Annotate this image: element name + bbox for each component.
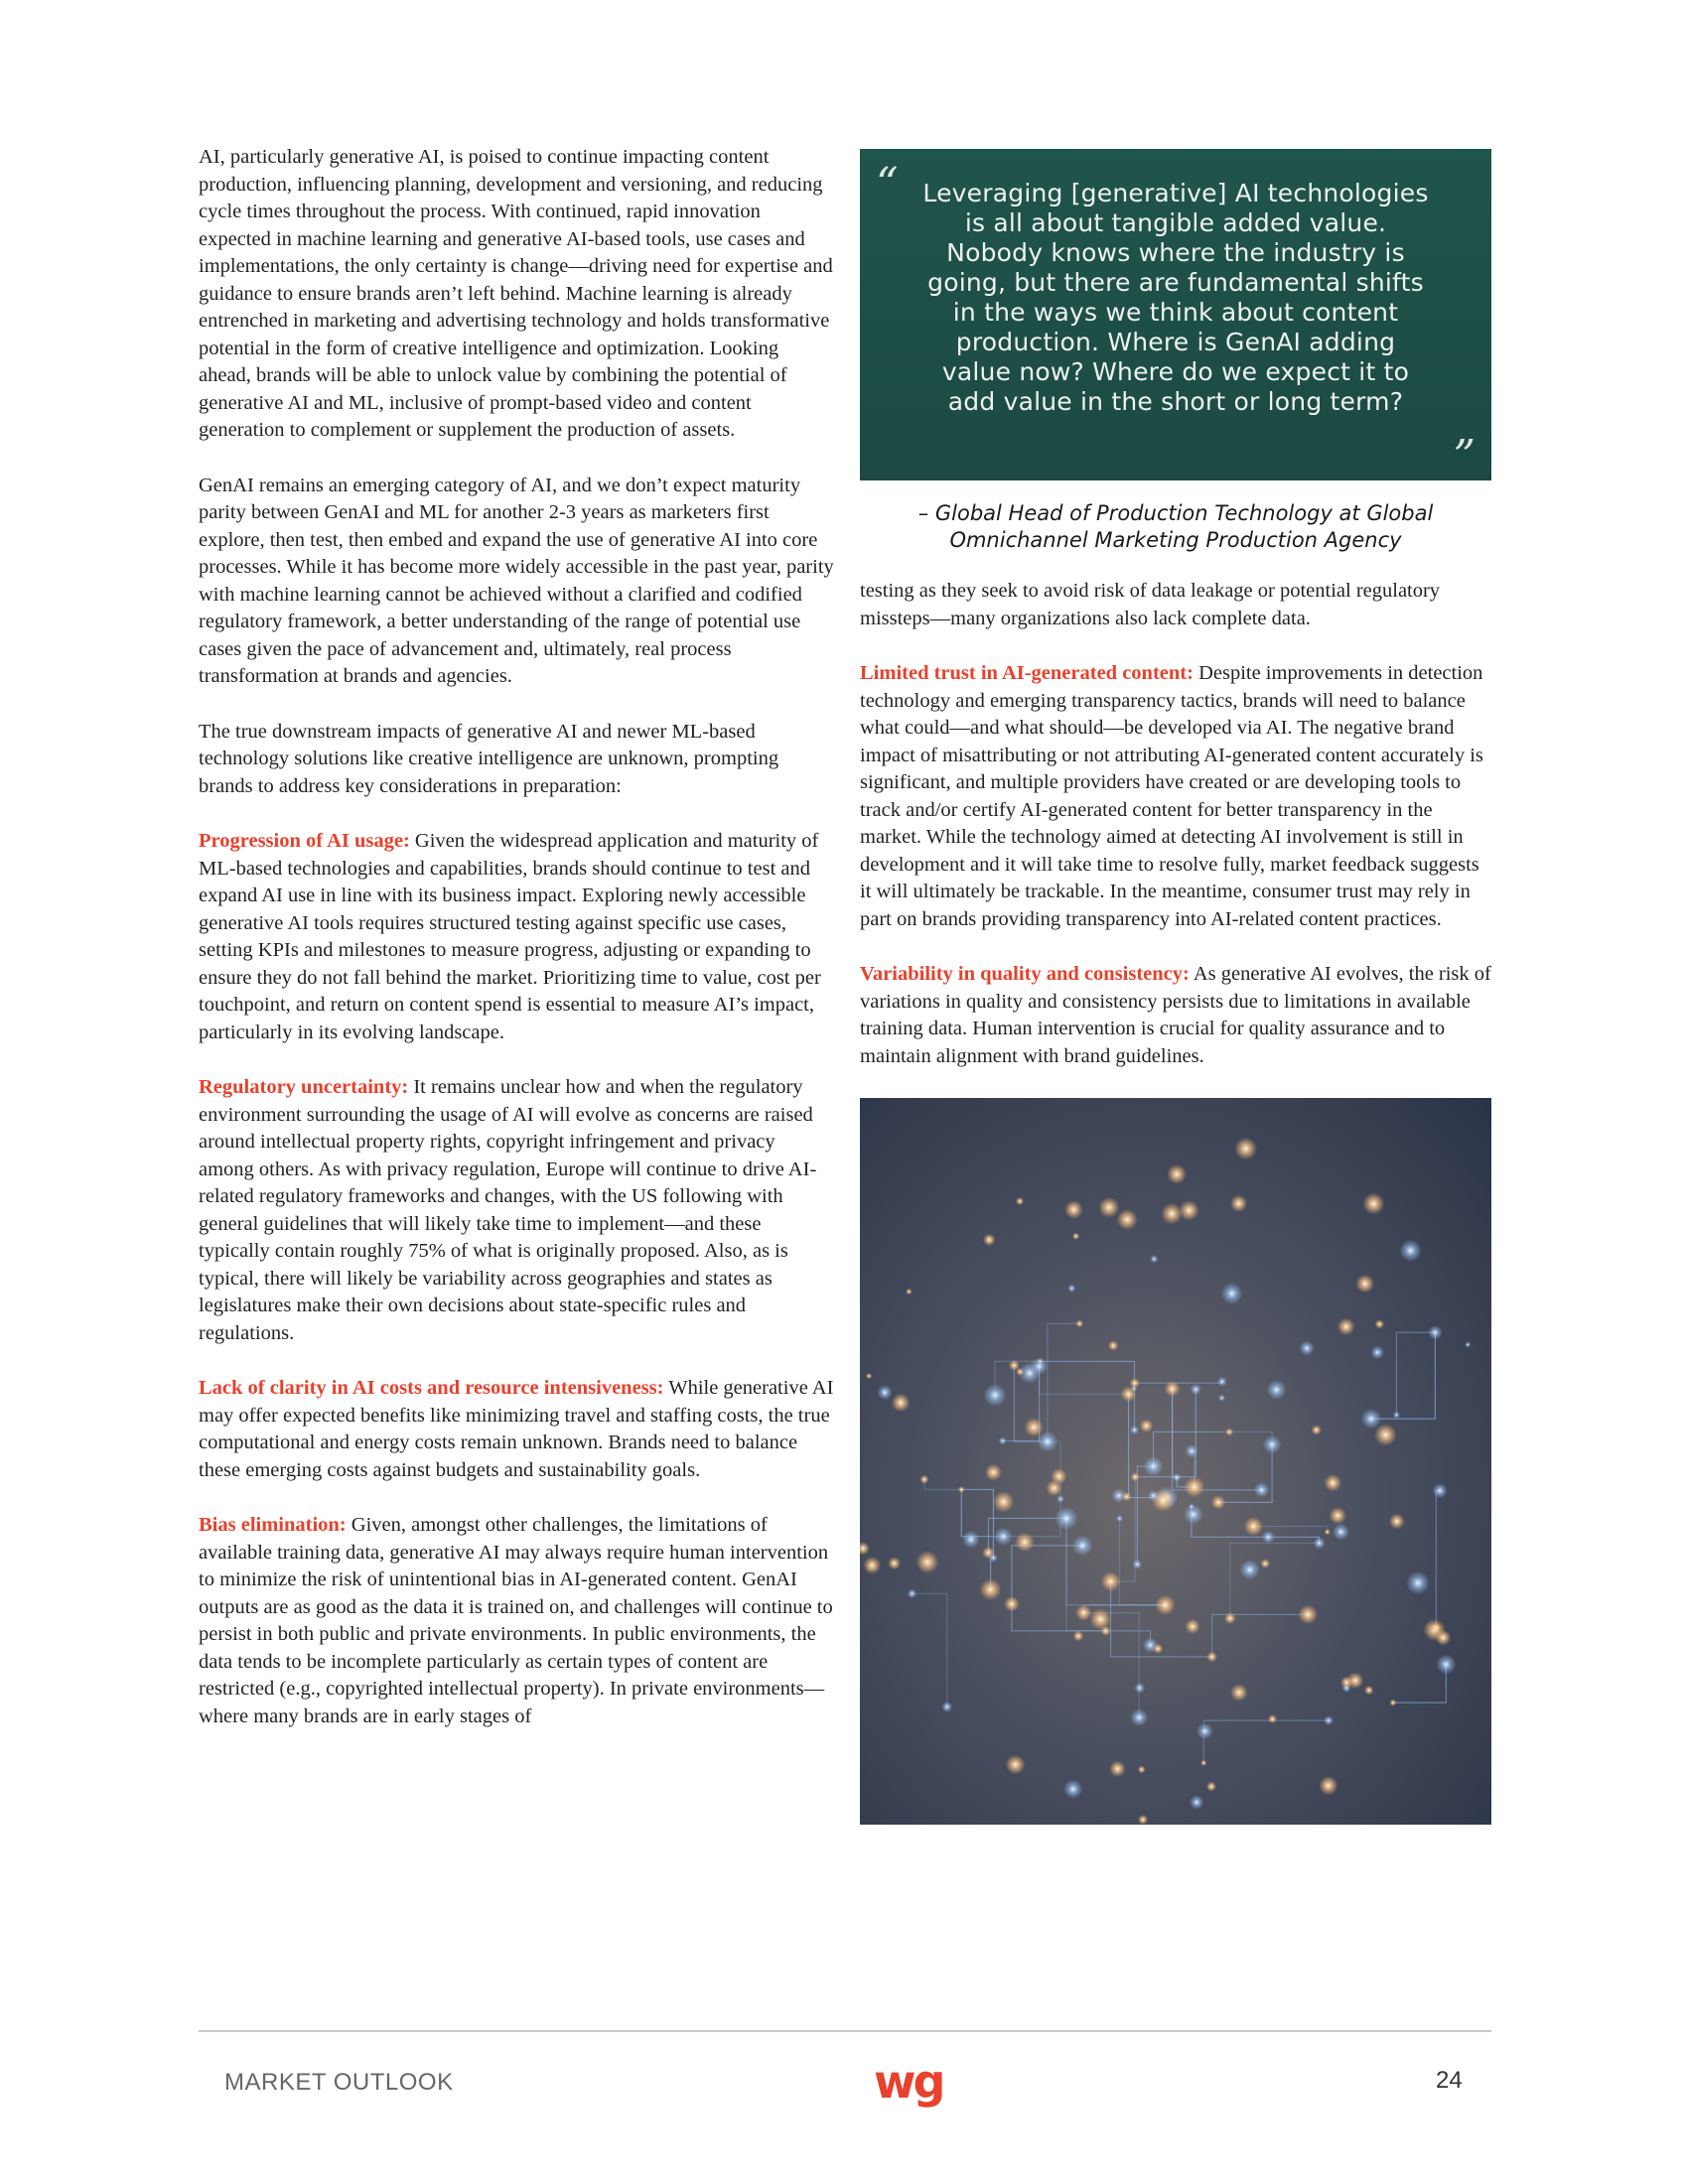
network-node [1230, 1684, 1248, 1702]
network-node [1108, 1340, 1119, 1351]
network-node [1268, 1714, 1277, 1723]
network-node [1239, 1560, 1259, 1579]
network-node [1337, 1317, 1355, 1335]
network-node [1362, 1192, 1384, 1214]
costs-heading: Lack of clarity in AI costs and resource intensiveness: [199, 1377, 664, 1399]
network-node [1109, 1761, 1126, 1778]
network-node [1364, 1686, 1374, 1696]
network-node [1324, 1715, 1334, 1725]
network-node [1230, 1195, 1247, 1212]
network-node [860, 1542, 870, 1555]
network-node [1004, 1596, 1020, 1612]
network-node [1196, 1723, 1212, 1739]
network-node [1117, 1209, 1138, 1230]
network-node [1313, 1537, 1325, 1549]
network-node [1173, 1473, 1182, 1482]
close-quote-icon: ” [1453, 431, 1476, 481]
network-node [1075, 1319, 1083, 1327]
network-line [1048, 1323, 1079, 1441]
network-node [1037, 1432, 1057, 1452]
network-node [1370, 1346, 1384, 1360]
network-node [1389, 1513, 1405, 1529]
network-node [1189, 1503, 1195, 1509]
network-node [1465, 1341, 1471, 1347]
network-node [1155, 1595, 1175, 1615]
network-node [1311, 1425, 1321, 1434]
network-node [1072, 1536, 1093, 1557]
network-node [1221, 1283, 1243, 1304]
network-node [1190, 1795, 1203, 1809]
network-line [1083, 1613, 1139, 1717]
network-node [1432, 1483, 1447, 1498]
page-number: 24 [1436, 2067, 1463, 2094]
costs-paragraph [199, 1375, 834, 1484]
network-node [1140, 1419, 1154, 1433]
network-node [1006, 1755, 1026, 1775]
network-line [1173, 1389, 1262, 1490]
network-node [1143, 1638, 1158, 1653]
progression-text: Given the widespread application and maturity of ML-based technologies and capabilities, brands should continue to test and expand AI use in line with its business impact. Exploring newly accessible generative AI tools requires structured testing against specific use cases, setting KPIs and milestones to measure progress, adjusting or expanding to ensure they do not fall behind the market. Prioritizing time to value, cost per touchpoint, and return on content spend is essential to measure AI’s impact, particularly in its evolving landscape. [199, 830, 821, 1043]
network-node [1225, 1428, 1233, 1435]
network-node [1262, 1531, 1275, 1544]
network-photo [860, 1098, 1491, 1825]
right-column [860, 149, 1491, 1825]
network-node [863, 1557, 881, 1574]
bias-text: Given, amongst other challenges, the limitations of available training data, generative AI may always require human intervention to minimize the risk of unintentional bias in AI-generated content. GenAI outputs are as good as the data it is trained on, and challenges will continue to persist in both public and private environments. In public environments, the data tends to be incomplete particularly as certain types of content are restricted (e.g., copyrighted intellectual property). In private environments—where many brands are in early stages of [199, 1514, 833, 1727]
network-line [1173, 1389, 1178, 1477]
quote-attribution: – Global Head of Production Technology at Global Omnichannel Marketing Production Agency [917, 501, 1434, 552]
network-node [980, 1578, 1002, 1600]
network-node [1393, 1412, 1400, 1419]
network-node [1389, 1700, 1396, 1706]
network-node [866, 1373, 872, 1379]
trust-heading: Limited trust in AI-generated content: [860, 662, 1194, 684]
regulatory-heading: Regulatory uncertainty: [199, 1076, 409, 1098]
network-node [1134, 1683, 1145, 1694]
network-node [1056, 1495, 1064, 1503]
bias-paragraph [199, 1512, 834, 1730]
network-node [941, 1702, 952, 1712]
network-node [983, 1234, 996, 1247]
regulatory-paragraph [199, 1074, 834, 1347]
network-node [1330, 1507, 1346, 1524]
network-node [1046, 1480, 1061, 1496]
network-node [1121, 1386, 1137, 1402]
network-node [1130, 1708, 1148, 1726]
network-node [1132, 1560, 1142, 1570]
network-node [1138, 1815, 1148, 1825]
network-node [1333, 1524, 1349, 1541]
impacts-paragraph: The true downstream impacts of generative AI and newer ML-based technology solutions like creative intelligence are unknown, prompting brands to address key considerations in preparation: [199, 720, 779, 797]
network-node [1130, 1426, 1139, 1434]
network-node [916, 1551, 939, 1573]
left-column [199, 144, 834, 1758]
network-line [912, 1593, 946, 1706]
network-line [1120, 1519, 1166, 1605]
network-node [1072, 1233, 1079, 1240]
network-node [1150, 1255, 1158, 1263]
network-node [1218, 1395, 1225, 1402]
network-node [1075, 1604, 1091, 1620]
progression-paragraph [199, 828, 834, 1046]
genai-paragraph: GenAI remains an emerging category of AI, and we don’t expect maturity parity between GenAI and ML for another 2-3 years as marketers first explore, then test, then embed and expand the use of generative AI into core processes. While it has become more widely accessible in the past year, parity with machine learning cannot be achieved without a clarified and codified regulatory framework, a better understanding of the range of potential use cases given the pace of advancement and, ultimately, real process transformation at brands and agencies. [199, 474, 834, 687]
continuation-paragraph: testing as they seek to avoid risk of data leakage or potential regulatory missteps—many organizations also lack complete data. [860, 580, 1441, 629]
regulatory-text: It remains unclear how and when the regulatory environment surrounding the usage of AI will evolve as concerns are raised around intellectual property rights, copyright infringement and privacy among others. As with privacy regulation, Europe will continue to drive AI-related regulatory frameworks and changes, with the US following with general guidelines that will likely take time to implement—and these typically contain roughly 75% of what is originally proposed. Also, as is typical, there will likely be variability across geographies and states as legislatures make their own decisions about state-specific rules and regulations. [199, 1076, 817, 1344]
costs-text: While generative AI may offer expected benefits like minimizing travel and staffing costs, the true computational and energy costs remain unknown. Brands need to balance these emerging costs against budgets and sustainability goals. [199, 1377, 834, 1481]
variability-heading: Variability in quality and consistency: [860, 963, 1190, 985]
network-node [1325, 1529, 1331, 1535]
network-line [1040, 1366, 1129, 1394]
network-node [1064, 1200, 1083, 1219]
network-node [984, 1384, 1007, 1407]
network-node [1361, 1409, 1381, 1429]
footer-section-label: MARKET OUTLOOK [224, 2069, 454, 2096]
network-node [1254, 1482, 1270, 1498]
network-node [1428, 1325, 1442, 1339]
pull-quote [860, 149, 1491, 480]
network-node [1267, 1380, 1287, 1400]
trust-text: Despite improvements in detection technology and emerging transparency tactics, brands will need to balance what could—and what should—be developed via AI. The negative brand impact of misattributing or not attributing AI-generated content accurately is significant, and multiple providers have created or are developing tools to track and/or certify AI-generated content for better transparency in the market. While the technology aimed at detecting AI involvement is still in development and it will take time to resolve fully, market feedback suggests it will ultimately be trackable. In the meantime, consumer trust may rely in part on brands providing transparency into AI-related content practices. [860, 662, 1483, 930]
network-node [1211, 1495, 1225, 1509]
quote-text: Leveraging [generative] AI technologies is all about tangible added value. Nobody knows where the industry is going, but there are fundamental shifts in the ways we think about content production. Where is GenAI adding value now? Where do we expect it to add value in the short or long term? [922, 179, 1429, 416]
network-node [1101, 1571, 1121, 1591]
network-node [919, 1475, 928, 1484]
network-line [1253, 1527, 1327, 1533]
network-illustration [860, 1098, 1491, 1825]
network-line [1203, 1720, 1329, 1763]
network-node [1144, 1456, 1164, 1476]
network-node [1319, 1776, 1337, 1795]
network-node [1089, 1608, 1111, 1630]
network-node [999, 1436, 1007, 1444]
open-quote-icon: “ [876, 159, 899, 209]
network-node [1098, 1197, 1119, 1218]
network-node [1073, 1631, 1084, 1642]
network-node [1165, 1381, 1181, 1397]
network-node [1234, 1138, 1257, 1160]
variability-text: As generative AI evolves, the risk of variations in quality and consistency persists due to limitations in available training data. Human intervention is crucial for quality assurance and to maintain alignment with brand guidelines. [860, 963, 1491, 1067]
network-node [892, 1394, 911, 1413]
progression-heading: Progression of AI usage: [199, 830, 410, 852]
network-node [1244, 1517, 1263, 1536]
network-node [1191, 1384, 1201, 1395]
footer-divider [199, 2030, 1491, 2032]
network-node [985, 1464, 1002, 1481]
network-node [1324, 1474, 1341, 1492]
network-node [994, 1528, 1012, 1546]
network-node [877, 1385, 892, 1400]
network-line [1012, 1546, 1082, 1604]
wg-logo: wg [874, 2055, 943, 2109]
network-node [906, 1289, 913, 1296]
network-node [962, 1531, 980, 1549]
network-node [1122, 1492, 1131, 1501]
network-line [1040, 1361, 1134, 1430]
network-node [1185, 1619, 1199, 1634]
network-node [1217, 1377, 1227, 1387]
network-node [989, 1554, 998, 1563]
network-node [1436, 1655, 1456, 1675]
network-node [1063, 1780, 1082, 1799]
network-node [1200, 1760, 1206, 1766]
network-node [1375, 1319, 1385, 1329]
network-node [1129, 1378, 1139, 1388]
network-node [1009, 1360, 1020, 1371]
network-node [1131, 1472, 1140, 1481]
network-node [908, 1589, 917, 1599]
network-node [1298, 1604, 1318, 1624]
network-node [1161, 1203, 1182, 1224]
network-node [1340, 1676, 1352, 1688]
network-node [1016, 1197, 1024, 1205]
network-line [1137, 1466, 1153, 1565]
trust-paragraph [860, 660, 1491, 933]
variability-paragraph [860, 961, 1491, 1070]
network-node [1260, 1559, 1270, 1569]
network-node [1263, 1435, 1282, 1454]
network-node [1431, 1623, 1441, 1633]
network-node [1355, 1275, 1374, 1294]
network-node [1399, 1240, 1421, 1262]
network-node [888, 1557, 901, 1570]
network-node [1138, 1766, 1146, 1774]
intro-paragraph: AI, particularly generative AI, is poised to continue impacting content production, influencing planning, development and versioning, and reducing cycle times throughout the process. With continued, rapid innovation expected in machine learning and generative AI-based tools, use cases and implementations, the only certainty is change—driving need for expertise and guidance to ensure brands aren’t left behind. Machine learning is already entrenched in marketing and advertising technology and holds transformative potential in the form of creative intelligence and optimization. Looking ahead, brands will be able to unlock value by combining the potential of generative AI and ML, inclusive of prompt-based video and content generation to complement or supplement the production of assets. [199, 146, 833, 441]
network-node [1224, 1612, 1236, 1624]
network-node [1406, 1571, 1430, 1595]
network-node [1206, 1652, 1217, 1663]
network-node [993, 1491, 1014, 1512]
network-node [1015, 1533, 1035, 1553]
network-node [1148, 1490, 1159, 1501]
network-line [924, 1479, 961, 1489]
bias-heading: Bias elimination: [199, 1514, 347, 1536]
network-line [1436, 1491, 1440, 1628]
network-node [1031, 1357, 1049, 1375]
network-node [958, 1486, 965, 1493]
network-line [1066, 1518, 1166, 1604]
network-node [1055, 1507, 1077, 1530]
network-line [1135, 1382, 1222, 1384]
network-node [1300, 1340, 1315, 1355]
network-node [1116, 1515, 1123, 1522]
network-node [1167, 1164, 1187, 1184]
network-node [1184, 1476, 1204, 1497]
network-node [1067, 1285, 1075, 1293]
network-node [1374, 1424, 1397, 1446]
network-line [1396, 1332, 1435, 1415]
network-node [1185, 1444, 1198, 1458]
network-line [1371, 1332, 1435, 1419]
network-line [1268, 1537, 1319, 1543]
network-node [1206, 1781, 1216, 1791]
